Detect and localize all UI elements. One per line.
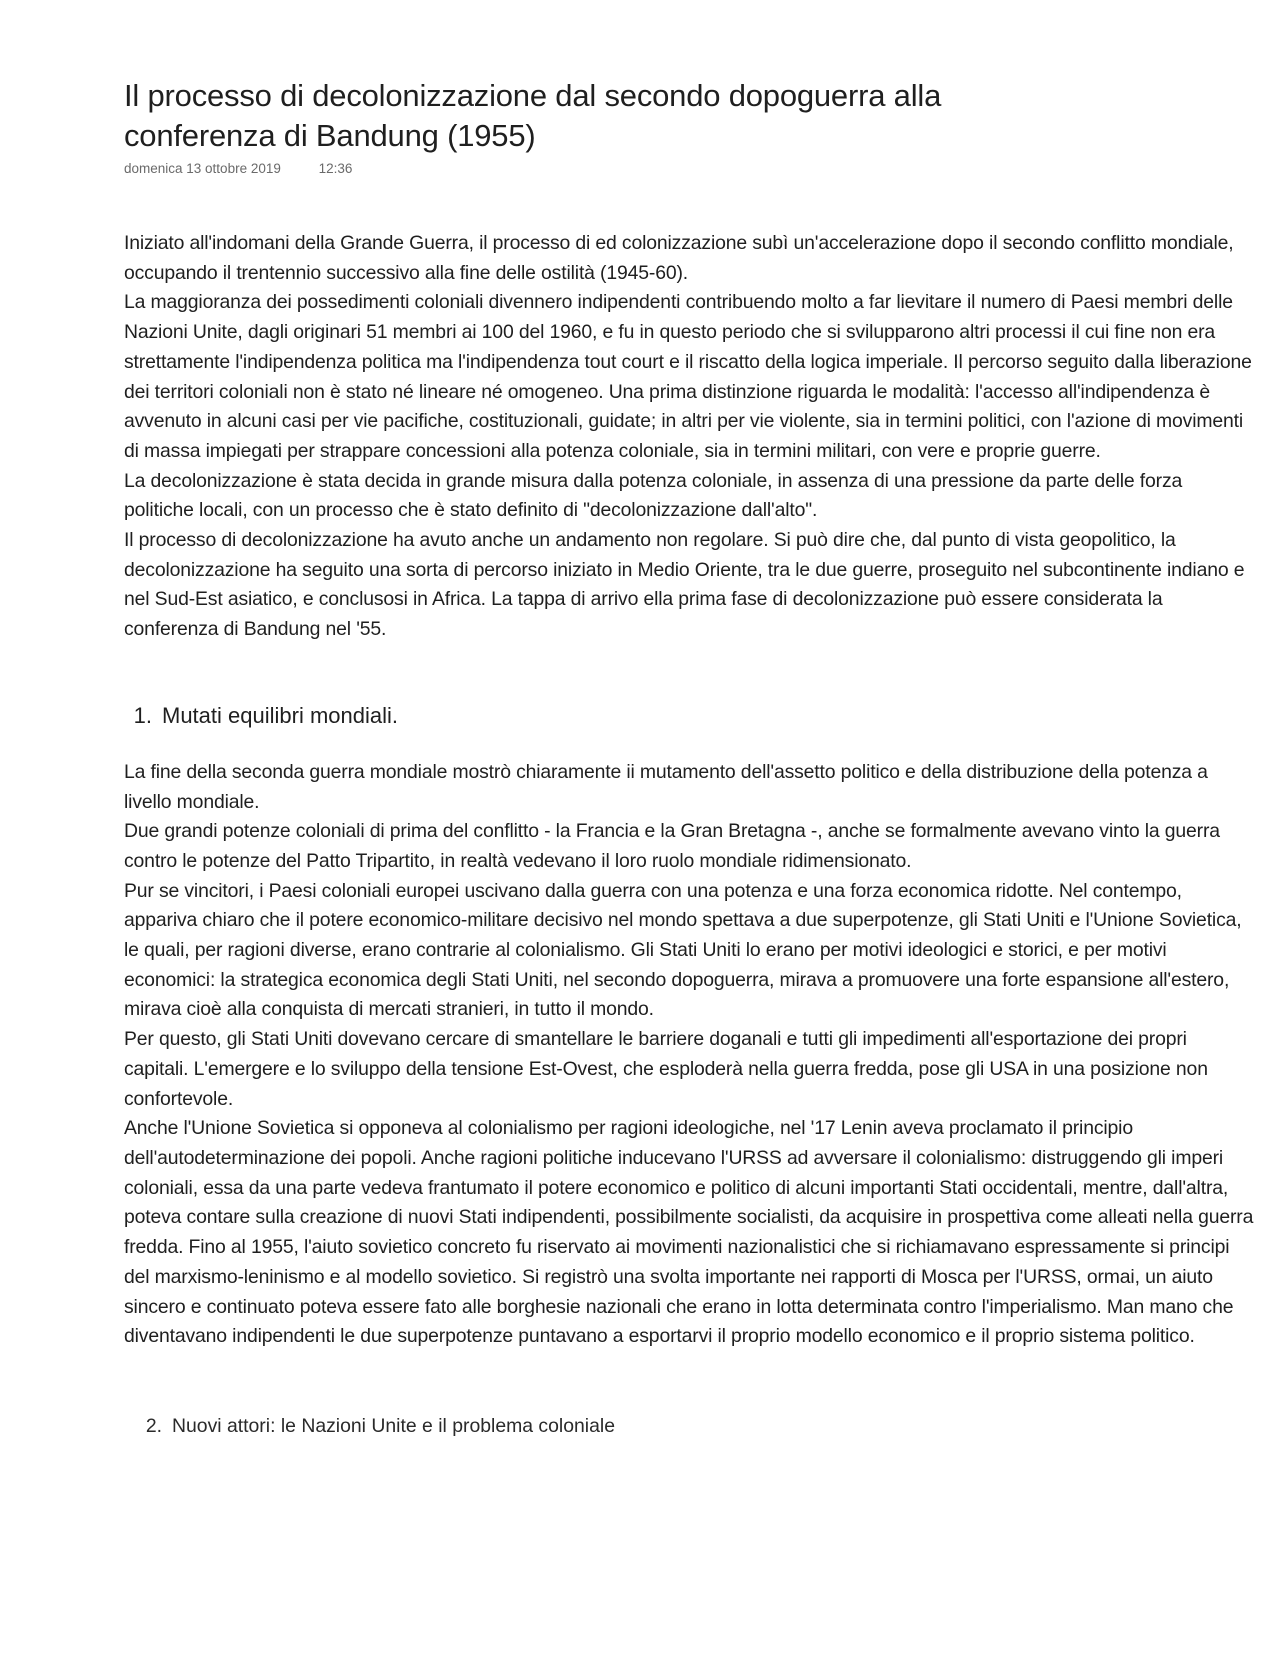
section-1-paragraph: Anche l'Unione Sovietica si opponeva al colonialismo per ragioni ideologiche, nel '17 Lenin aveva proclamato il principio dell'autodeterminazione dei popoli. Anche ragioni politiche inducevano l'URSS ad avversare il colonialismo: distruggendo gli imperi coloniali, essa da una parte vedeva frantumato il potere economico e politico di alcuni importanti Stati occidentali, mentre, dall'altra, poteva contare sulla creazione di nuovi Stati indipendenti, possibilmente socialisti, da acquisire in prospettiva come alleati nella guerra fredda. Fino al 1955, l'aiuto sovietico concreto fu riservato ai movimenti nazionalistici che si richiamavano espressamente si principi del marxismo-leninismo e al modello sovietico. Si registrò una svolta importante nei rapporti di Mosca per l'URSS, ormai, un aiuto sincero e continuato poteva essere fato alle borghesie nazionali che erano in lotta determinata contro l'imperialismo. Man mano che diventavano indipendenti le due superpotenze puntavano a esportarvi il proprio modello economico e il proprio sistema politico.	[124, 1117, 1254, 1348]
section-1-paragraph: La fine della seconda guerra mondiale mostrò chiaramente ii mutamento dell'assetto politico e della distribuzione della potenza a livello mondiale.	[124, 760, 1208, 813]
note-metadata	[124, 161, 1254, 181]
intro-paragraph: Il processo di decolonizzazione ha avuto anche un andamento non regolare. Si può dire che, dal punto di vista geopolitico, la decolonizzazione ha seguito una sorta di percorso iniziato in Medio Oriente, tra le due guerre, proseguito nel subcontinente indiano e nel Sud-Est asiatico, e conclusosi in Africa. La tappa di arrivo ella prima fase di decolonizzazione può essere considerata la conferenza di Bandung nel '55.	[124, 529, 1245, 641]
intro-text	[124, 229, 1254, 645]
intro-paragraph: La decolonizzazione è stata decida in grande misura dalla potenza coloniale, in assenza di una pressione da parte delle forza politiche locali, con un processo che è stato definito di "decolonizzazione dall'alto".	[124, 469, 1183, 522]
section-1-paragraph: Pur se vincitori, i Paesi coloniali europei uscivano dalla guerra con una potenza e una forza economica ridotte. Nel contempo, appariva chiaro che il potere economico-militare decisivo nel mondo spettava a due superpotenze, gli Stati Uniti e l'Unione Sovietica, le quali, per ragioni diverse, erano contrarie al colonialismo. Gli Stati Uniti lo erano per motivi ideologici e storici, e per motivi economici: la strategica economica degli Stati Uniti, nel secondo dopoguerra, mirava a promuovere una forte espansione all'estero, mirava cioè alla conquista di mercati stranieri, in tutto il mondo.	[124, 879, 1242, 1021]
title-line-2: conferenza di Bandung (1955)	[124, 118, 536, 153]
section-1-number: 1.	[133, 702, 152, 728]
title-line-1: Il processo di decolonizzazione dal secondo dopoguerra alla	[124, 78, 942, 113]
intro-paragraph: La maggioranza dei possedimenti coloniali divennero indipendenti contribuendo molto a far lievitare il numero di Paesi membri delle Nazioni Unite, dagli originari 51 membri ai 100 del 1960, e fu in questo periodo che si svilupparono altri processi il cui fine non era strettamente l'indipendenza politica ma l'indipendenza tout court e il riscatto della logica imperiale. Il percorso seguito dalla liberazione dei territori coloniali non è stato né lineare né omogeneo. Una prima distinzione riguarda le modalità: l'accesso all'indipendenza è avvenuto in alcuni casi per vie pacifiche, costituzionali, guidate; in altri per vie violente, sia in termini politici, con l'azione di movimenti di massa impiegati per strappare concessioni alla potenza coloniale, sia in termini militari, con vere e proprie guerre.	[124, 291, 1252, 462]
section-1-heading	[124, 701, 1254, 731]
section-1-paragraph: Per questo, gli Stati Uniti dovevano cercare di smantellare le barriere doganali e tutti gli impedimenti all'esportazione dei propri capitali. L'emergere e lo sviluppo della tensione Est-Ovest, che esploderà nella guerra fredda, pose gli USA in una posizione non confortevole.	[124, 1028, 1208, 1110]
note-time: 12:36	[318, 161, 353, 176]
section-2-title: Nuovi attori: le Nazioni Unite e il problema coloniale	[172, 1414, 615, 1437]
section-1-paragraph: Due grandi potenze coloniali di prima del conflitto - la Francia e la Gran Bretagna -, anche se formalmente avevano vinto la guerra contro le potenze del Patto Tripartito, in realtà vedevano il loro ruolo mondiale ridimensionato.	[124, 820, 1220, 872]
intro-paragraph: Iniziato all'indomani della Grande Guerra, il processo di ed colonizzazione subì un'accelerazione dopo il secondo conflitto mondiale, occupando il trentennio successivo alla fine delle ostilità (1945-60).	[124, 232, 1234, 284]
note-date: domenica 13 ottobre 2019	[124, 161, 281, 176]
section-2-heading	[124, 1412, 1254, 1442]
section-1-title: Mutati equilibri mondiali.	[162, 702, 398, 728]
section-1-body	[124, 758, 1254, 1352]
page-title	[124, 76, 1254, 156]
section-2-number: 2.	[145, 1414, 162, 1437]
note-page	[124, 76, 1254, 1442]
